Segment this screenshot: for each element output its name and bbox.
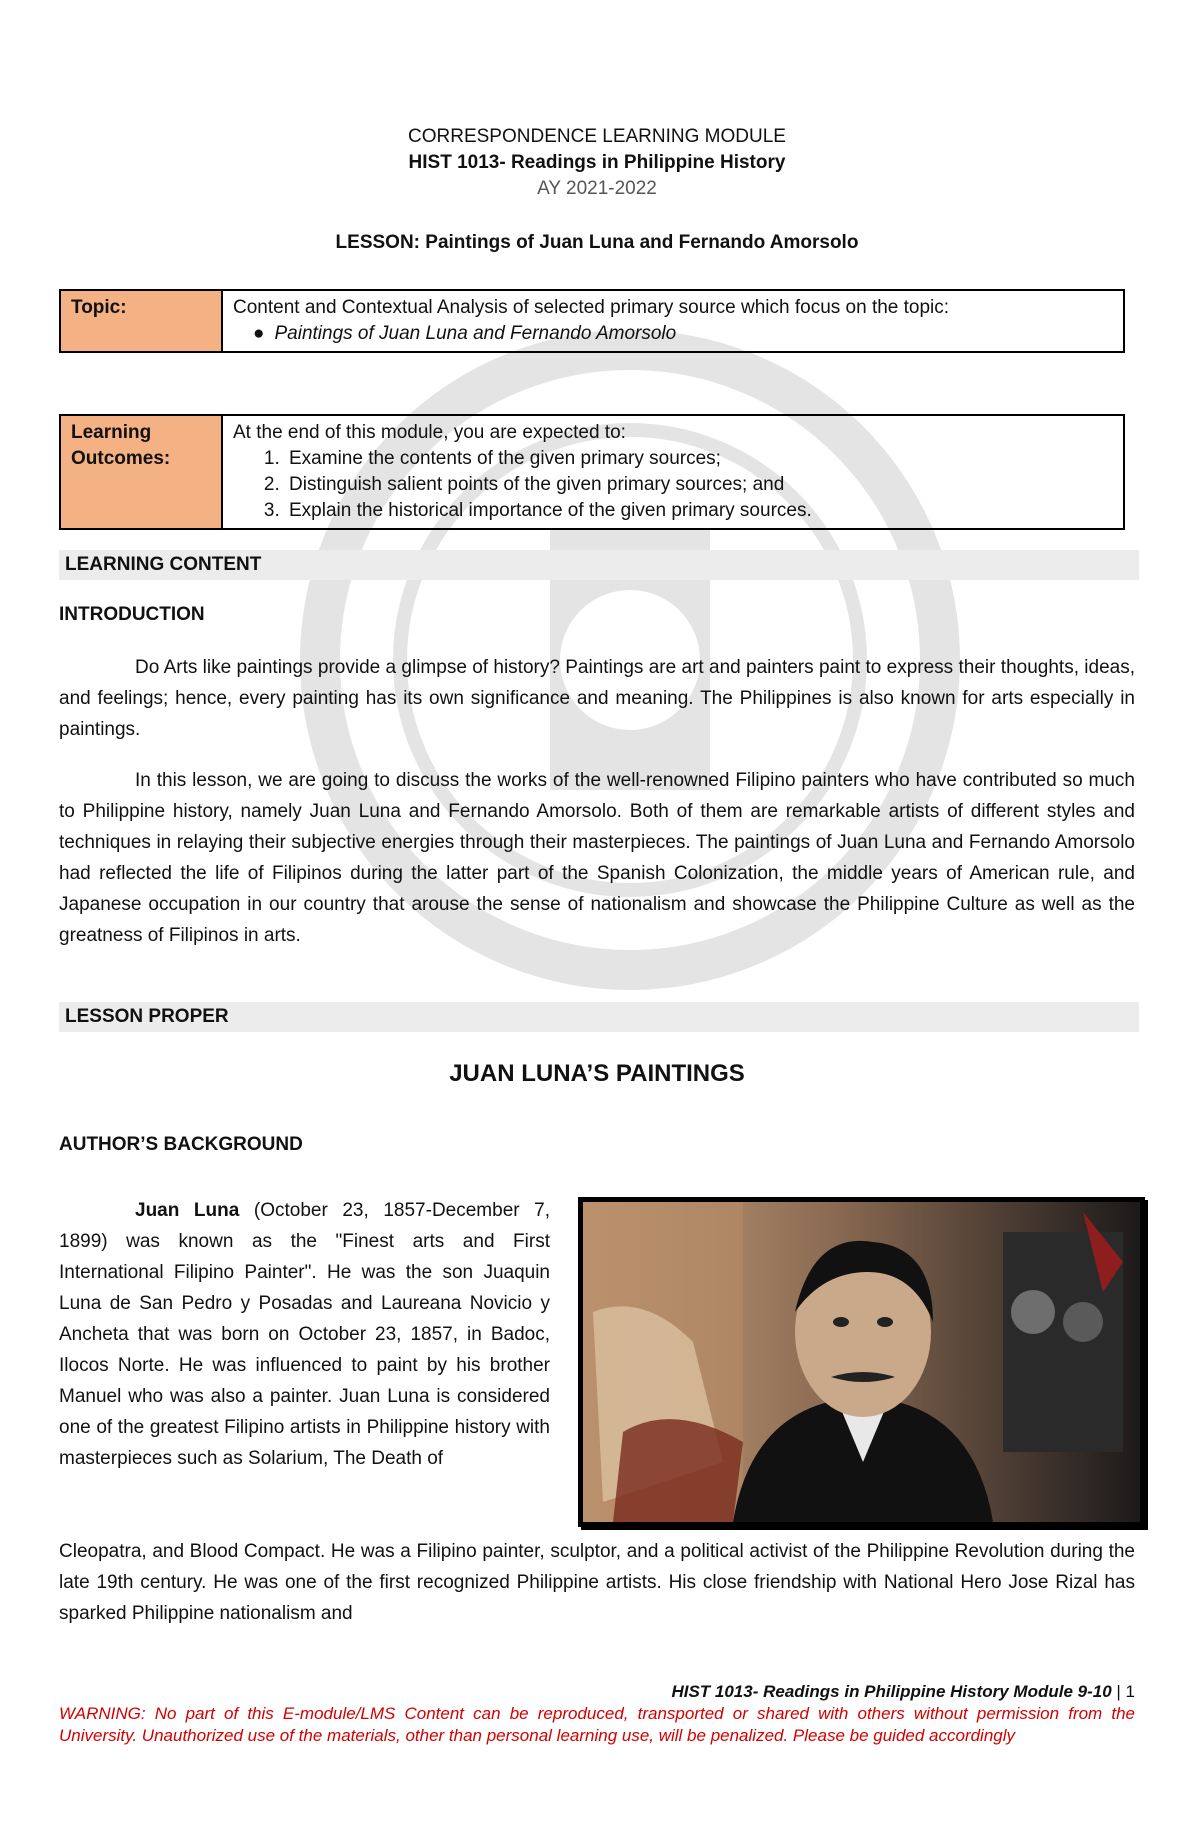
topic-cell: [222, 290, 1124, 352]
bio-paragraph-continued: Cleopatra, and Blood Compact. He was a Filipino painter, sculptor, and a political activist of the Philippine Revolution during the late 19th century. He was one of the first recognized Philippine artists. His close friendship with National Hero Jose Rizal has sparked Philippine nationalism and: [59, 1541, 1135, 1624]
page-number: 1: [1125, 1682, 1135, 1701]
learning-outcomes-table: [59, 414, 1125, 530]
outcomes-intro: At the end of this module, you are expected to:: [233, 422, 626, 443]
topic-bullet: [233, 321, 1113, 347]
outcomes-list: [233, 446, 1113, 524]
lesson-proper-heading: LESSON PROPER: [65, 1006, 229, 1027]
bio-text: (October 23, 1857-December 7, 1899) was known as the "Finest arts and First International Filipino Painter". He was the son Juaquin Luna de San Pedro y Posadas and Laureana Novicio y Ancheta that was born on October 23, 1857, in Badoc, Ilocos Norte. He was influenced to paint by his brother Manuel who was also a painter. Juan Luna is considered one of the greatest Filipino artists in Philippine history with masterpieces such as Solarium, The Death of: [59, 1200, 550, 1469]
lesson-prefix: LESSON:: [335, 232, 420, 253]
learning-outcomes-label: Learning Outcomes:: [60, 415, 222, 529]
bio-name: Juan Luna: [135, 1200, 240, 1221]
intro-paragraph-2: In this lesson, we are going to discuss the works of the well-renowned Filipino painters who have contributed so much to Philippine history, namely Juan Luna and Fernando Amorsolo. Both of them are remarkable artists of different styles and techniques in relaying their subjective energies through their masterpieces. The paintings of Juan Luna and Fernando Amorsolo had reflected the life of Filipinos during the latter part of the Spanish Colonization, the middle years of American rule, and Japanese occupation in our country that arouse the sense of nationalism and showcase the Philippine Culture as well as the greatness of Filipinos in arts.: [59, 770, 1135, 946]
juan-luna-portrait-image: [578, 1197, 1145, 1527]
course-title: HIST 1013- Readings in Philippine History: [408, 152, 786, 173]
topic-table: [59, 289, 1125, 353]
footer-separator: |: [1111, 1682, 1126, 1701]
footer-course-line: [59, 1681, 1135, 1703]
topic-bullet-text: Paintings of Juan Luna and Fernando Amorsolo: [274, 323, 677, 344]
module-title: CORRESPONDENCE LEARNING MODULE: [408, 126, 786, 147]
learning-outcomes-cell: [222, 415, 1124, 529]
academic-year: AY 2021-2022: [537, 178, 657, 199]
learning-content-heading: LEARNING CONTENT: [65, 554, 262, 575]
copyright-warning: WARNING: No part of this E-module/LMS Content can be reproduced, transported or shared with others without permission from the University. Unauthorized use of the materials, other than personal learning use, will be penalized. Please be guided accordingly: [59, 1704, 1135, 1745]
author-background-heading: AUTHOR’S BACKGROUND: [59, 1134, 303, 1155]
page-footer: [59, 1681, 1135, 1747]
bio-paragraph: [59, 1195, 550, 1474]
bullet-icon: ●: [253, 323, 265, 344]
lesson-proper-bar: [59, 1002, 1139, 1032]
topic-text: Content and Contextual Analysis of selected primary source which focus on the topic:: [233, 297, 950, 318]
outcome-item: 2. Distinguish salient points of the given primary sources; and: [285, 472, 1113, 498]
paintings-section-title: JUAN LUNA’S PAINTINGS: [449, 1060, 745, 1087]
lesson-title: [59, 232, 1135, 254]
portrait-collage: [583, 1202, 1140, 1522]
footer-course: HIST 1013- Readings in Philippine History Module 9-10: [671, 1682, 1112, 1701]
learning-content-bar: [59, 550, 1139, 580]
module-header: [59, 124, 1135, 202]
outcome-item: 3. Explain the historical importance of the given primary sources.: [285, 498, 1113, 524]
lesson-name: Paintings of Juan Luna and Fernando Amorsolo: [425, 232, 859, 253]
introduction-heading: INTRODUCTION: [59, 604, 205, 625]
outcome-item: 1. Examine the contents of the given primary sources;: [285, 446, 1113, 472]
topic-label: Topic:: [60, 290, 222, 352]
intro-paragraph-1: Do Arts like paintings provide a glimpse of history? Paintings are art and painters paint to express their thoughts, ideas, and feelings; hence, every painting has its own significance and meaning. The Philippines is also known for arts especially in paintings.: [59, 657, 1135, 740]
